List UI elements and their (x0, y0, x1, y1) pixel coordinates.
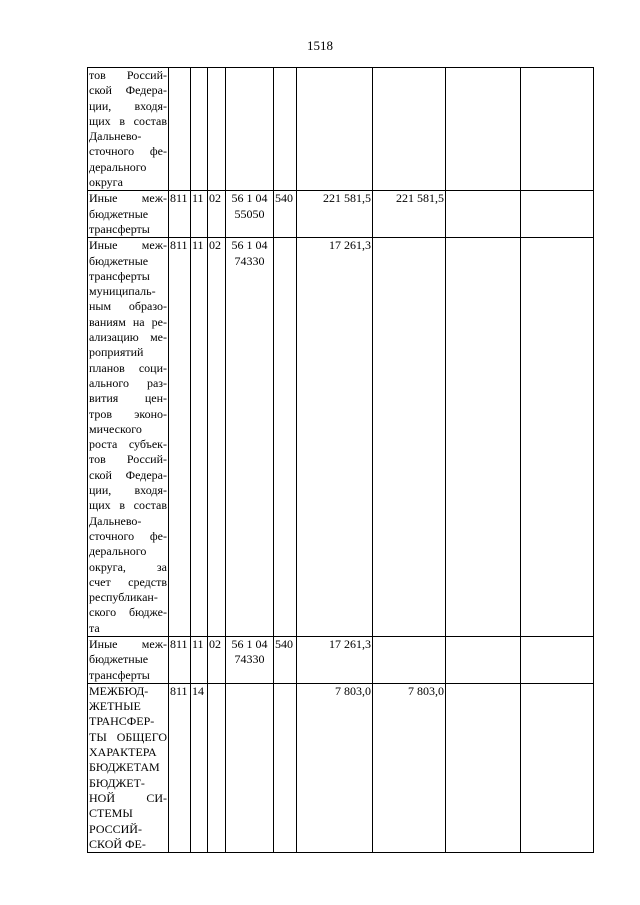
gr-code-cell: 811 (169, 636, 191, 683)
name-line: вития цен- (89, 391, 167, 406)
name-line: ции, входя- (89, 483, 167, 498)
name-line: Иные меж- (89, 191, 167, 206)
name-line: ТЫ ОБЩЕГО (89, 729, 167, 744)
name-line: тов Россий- (89, 452, 167, 467)
table-row (88, 683, 594, 852)
row-name-cell (88, 191, 169, 238)
name-line: дерального (89, 159, 147, 174)
name-line: планов соци- (89, 360, 167, 375)
name-line: счет средств (89, 574, 167, 589)
amount-cell (373, 68, 446, 191)
amount-cell (521, 683, 594, 852)
csr-code-part: 74330 (234, 253, 265, 268)
name-line: Иные меж- (89, 238, 167, 253)
pr-code-cell: 02 (208, 636, 226, 683)
vr-code-cell (274, 238, 297, 637)
csr-code-cell (226, 238, 274, 637)
name-line: ваниям на ре- (89, 314, 167, 329)
name-line: щих в состав (89, 498, 167, 513)
name-line: тов Россий- (89, 68, 167, 82)
name-line: ным образо- (89, 299, 167, 314)
table-row (88, 238, 594, 637)
amount-cell (521, 68, 594, 191)
gr-code-cell: 811 (169, 683, 191, 852)
name-line: Иные меж- (89, 636, 167, 651)
name-line: Дальнево- (89, 513, 142, 528)
name-line: республикан- (89, 590, 158, 605)
name-line: трансферты (89, 268, 150, 283)
table-body (88, 68, 594, 853)
name-line: сточного фе- (89, 144, 167, 159)
rz-code-cell (191, 68, 208, 191)
amount-cell (446, 636, 521, 683)
name-line: ального раз- (89, 375, 167, 390)
name-line: сточного фе- (89, 528, 167, 543)
name-line: ской Федера- (89, 467, 167, 482)
name-line: Дальнево- (89, 129, 142, 144)
name-line: ской Федера- (89, 83, 167, 98)
name-line: НОЙ СИ- (89, 790, 167, 805)
name-line: ХАРАКТЕРА (89, 745, 157, 760)
amount-cell (373, 238, 446, 637)
pr-code-cell: 02 (208, 238, 226, 637)
csr-code-cell (226, 68, 274, 191)
row-name-cell (88, 636, 169, 683)
csr-code-cell (226, 191, 274, 238)
name-line: ского бюдже- (89, 605, 167, 620)
name-line: дерального (89, 544, 147, 559)
name-line: МЕЖБЮД- (89, 683, 149, 698)
csr-code-part: 56 1 04 (231, 238, 268, 253)
gr-code-cell (169, 68, 191, 191)
amount-cell: 17 261,3 (297, 238, 373, 637)
name-line: та (89, 620, 100, 635)
amount-cell (446, 238, 521, 637)
name-line: муниципаль- (89, 284, 156, 299)
pr-code-cell (208, 68, 226, 191)
name-line: СТЕМЫ (89, 806, 133, 821)
csr-code-part: 56 1 04 (231, 191, 268, 206)
rz-code-cell: 11 (191, 238, 208, 637)
name-line: округа, за (89, 559, 167, 574)
amount-cell (446, 191, 521, 238)
name-line: тров эконо- (89, 406, 167, 421)
csr-code-cell (226, 636, 274, 683)
rz-code-cell: 11 (191, 636, 208, 683)
csr-code-part: 56 1 04 (231, 636, 268, 651)
name-line: ализацию ме- (89, 330, 167, 345)
amount-cell (373, 636, 446, 683)
amount-cell: 7 803,0 (373, 683, 446, 852)
amount-cell: 17 261,3 (297, 636, 373, 683)
name-line: бюджетные (89, 206, 149, 221)
amount-cell (521, 636, 594, 683)
name-line: РОССИЙ- (89, 821, 142, 836)
name-line: ЖЕТНЫЕ (89, 699, 141, 714)
amount-cell (446, 683, 521, 852)
amount-cell: 7 803,0 (297, 683, 373, 852)
vr-code-cell: 540 (274, 636, 297, 683)
pr-code-cell (208, 683, 226, 852)
row-name-cell (88, 238, 169, 637)
csr-code-cell (226, 683, 274, 852)
name-line: БЮДЖЕТ- (89, 775, 145, 790)
name-line: ТРАНСФЕР- (89, 714, 155, 729)
vr-code-cell (274, 683, 297, 852)
name-line: СКОЙ ФЕ- (89, 836, 146, 851)
gr-code-cell: 811 (169, 238, 191, 637)
amount-cell (521, 238, 594, 637)
name-line: трансферты (89, 221, 150, 236)
table-row (88, 68, 594, 191)
name-line: роприятий (89, 345, 144, 360)
budget-table (87, 67, 594, 853)
amount-cell (521, 191, 594, 238)
table-row (88, 191, 594, 238)
name-line: щих в состав (89, 113, 167, 128)
name-line: ции, входя- (89, 98, 167, 113)
name-line: мического (89, 421, 142, 436)
name-line: бюджетные (89, 652, 149, 667)
gr-code-cell: 811 (169, 191, 191, 238)
rz-code-cell: 11 (191, 191, 208, 238)
row-name-cell (88, 683, 169, 852)
name-line: округа (89, 175, 123, 190)
amount-cell: 221 581,5 (297, 191, 373, 238)
name-line: трансферты (89, 667, 150, 682)
pr-code-cell: 02 (208, 191, 226, 238)
amount-cell (446, 68, 521, 191)
name-line: БЮДЖЕТАМ (89, 760, 160, 775)
name-line: бюджетные (89, 253, 149, 268)
vr-code-cell: 540 (274, 191, 297, 238)
name-line: роста субъек- (89, 437, 167, 452)
amount-cell: 221 581,5 (373, 191, 446, 238)
page-number: 1518 (307, 38, 333, 53)
vr-code-cell (274, 68, 297, 191)
amount-cell (297, 68, 373, 191)
table-row (88, 636, 594, 683)
row-name-cell (88, 68, 169, 191)
rz-code-cell: 14 (191, 683, 208, 852)
csr-code-part: 55050 (234, 206, 265, 221)
csr-code-part: 74330 (234, 652, 265, 667)
